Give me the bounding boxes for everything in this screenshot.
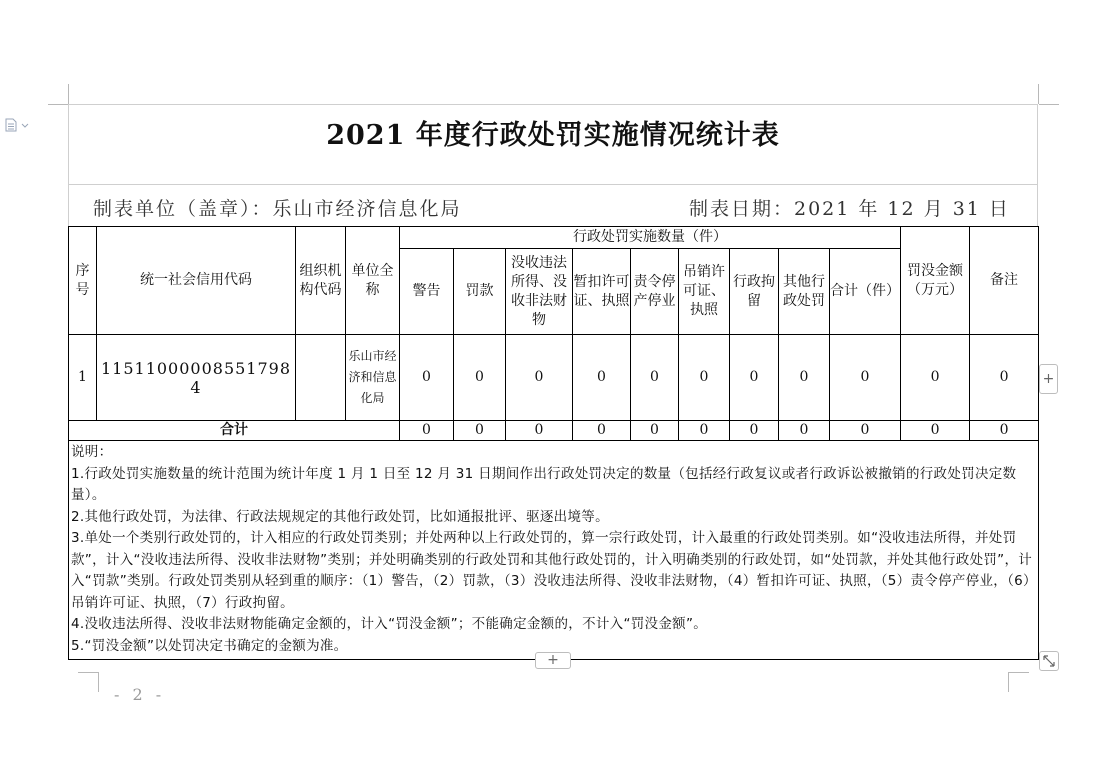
crop-mark	[48, 104, 68, 105]
cell-total-cases[interactable]: 0	[830, 335, 901, 421]
total-suspend-license[interactable]: 0	[573, 421, 631, 441]
cell-amount[interactable]: 0	[901, 335, 970, 421]
header-other-penalty[interactable]: 其他行政处罚	[779, 249, 830, 335]
crop-mark	[78, 672, 98, 673]
crop-mark	[1038, 84, 1039, 104]
page-number: - 2 -	[114, 685, 166, 704]
page-title: 2021 年度行政处罚实施情况统计表	[326, 120, 780, 151]
add-row-button[interactable]: +	[535, 652, 571, 669]
total-revoke-license[interactable]: 0	[679, 421, 730, 441]
crop-mark	[1039, 104, 1059, 105]
total-detention[interactable]: 0	[730, 421, 779, 441]
crop-mark	[68, 84, 69, 104]
header-fine[interactable]: 罚款	[454, 249, 506, 335]
crop-mark	[1009, 672, 1029, 673]
total-amount[interactable]: 0	[901, 421, 970, 441]
cell-detention[interactable]: 0	[730, 335, 779, 421]
unit-date-row	[68, 184, 1038, 227]
table-row	[69, 335, 1039, 421]
total-fine[interactable]: 0	[454, 421, 506, 441]
total-suspend-business[interactable]: 0	[631, 421, 679, 441]
header-amount[interactable]: 罚没金额（万元）	[901, 227, 970, 335]
header-penalty-count-group[interactable]: 行政处罚实施数量（件）	[400, 227, 901, 249]
spreadsheet-page	[68, 104, 1038, 654]
cell-confiscation[interactable]: 0	[506, 335, 573, 421]
note-item: 3.单处一个类别行政处罚的，计入相应的行政处罚类别；并处两种以上行政处罚的，算一宗行政处罚，计入最重的行政处罚类别。如“没收违法所得，并处罚款”，计入“没收违法所得、没收非法财物”类别；并处明确类别的行政处罚和其他行政处罚的，计入明确类别的行政处罚，如“处罚款，并处其他行政处罚”，计入“罚款”类别。行政处罚类别从轻到重的顺序：（1）警告，（2）罚款，（3）没收违法所得、没收非法财物，（4）暂扣许可证、执照，（5）责令停产停业，（6）吊销许可证、执照，（7）行政拘留。	[71, 530, 1033, 611]
header-revoke-license[interactable]: 吊销许可证、执照	[679, 249, 730, 335]
header-total-cases[interactable]: 合计（件）	[830, 249, 901, 335]
total-row	[69, 421, 1039, 441]
cell-remark[interactable]: 0	[970, 335, 1039, 421]
total-confiscation[interactable]: 0	[506, 421, 573, 441]
total-remark[interactable]: 0	[970, 421, 1039, 441]
cell-revoke-license[interactable]: 0	[679, 335, 730, 421]
crop-mark	[1008, 672, 1009, 692]
header-confiscation[interactable]: 没收违法所得、没收非法财物	[506, 249, 573, 335]
header-credit-code[interactable]: 统一社会信用代码	[97, 227, 296, 335]
cell-suspend-business[interactable]: 0	[631, 335, 679, 421]
title-row	[68, 104, 1038, 185]
cell-org-code[interactable]	[296, 335, 346, 421]
resize-handle-icon[interactable]	[1039, 651, 1059, 671]
header-remark[interactable]: 备注	[970, 227, 1039, 335]
add-column-button[interactable]: +	[1039, 364, 1058, 394]
crop-mark	[98, 672, 99, 692]
cell-warning[interactable]: 0	[400, 335, 454, 421]
total-other-penalty[interactable]: 0	[779, 421, 830, 441]
note-item: 2.其他行政处罚，为法律、行政法规规定的其他行政处罚，比如通报批评、驱逐出境等。	[71, 508, 609, 525]
total-total-cases[interactable]: 0	[830, 421, 901, 441]
header-detention[interactable]: 行政拘留	[730, 249, 779, 335]
note-item: 4.没收违法所得、没收非法财物能确定金额的，计入“罚没金额”；不能确定金额的，不计入“罚没金额”。	[71, 616, 708, 632]
note-item: 5.“罚没金额”以处罚决定书确定的金额为准。	[71, 637, 348, 654]
cell-unit-name[interactable]: 乐山市经济和信息化局	[346, 335, 400, 421]
date-label: 制表日期：2021 年 12 月 31 日	[689, 198, 1010, 220]
document-outline-icon[interactable]	[4, 117, 30, 131]
penalty-stats-table	[68, 226, 1039, 660]
header-suspend-business[interactable]: 责令停产停业	[631, 249, 679, 335]
total-warning[interactable]: 0	[400, 421, 454, 441]
header-suspend-license[interactable]: 暂扣许可证、执照	[573, 249, 631, 335]
notes-cell[interactable]	[69, 441, 1039, 660]
cell-total-label[interactable]: 合计	[69, 421, 400, 441]
cell-seq[interactable]: 1	[69, 335, 97, 421]
header-warning[interactable]: 警告	[400, 249, 454, 335]
header-unit-name[interactable]: 单位全称	[346, 227, 400, 335]
header-seq[interactable]: 序号	[69, 227, 97, 335]
cell-credit-code[interactable]: 11511000008551798 4	[97, 335, 296, 421]
note-heading: 说明：	[71, 444, 113, 460]
cell-fine[interactable]: 0	[454, 335, 506, 421]
header-org-code[interactable]: 组织机构代码	[296, 227, 346, 335]
cell-other-penalty[interactable]: 0	[779, 335, 830, 421]
note-item: 1.行政处罚实施数量的统计范围为统计年度 1 月 1 日至 12 月 31 日期间作出行政处罚决定的数量（包括经行政复议或者行政诉讼被撤销的行政处罚决定数量）。	[71, 465, 1017, 503]
unit-label: 制表单位（盖章）：乐山市经济信息化局	[93, 198, 462, 220]
notes-row	[69, 441, 1039, 660]
cell-suspend-license[interactable]: 0	[573, 335, 631, 421]
